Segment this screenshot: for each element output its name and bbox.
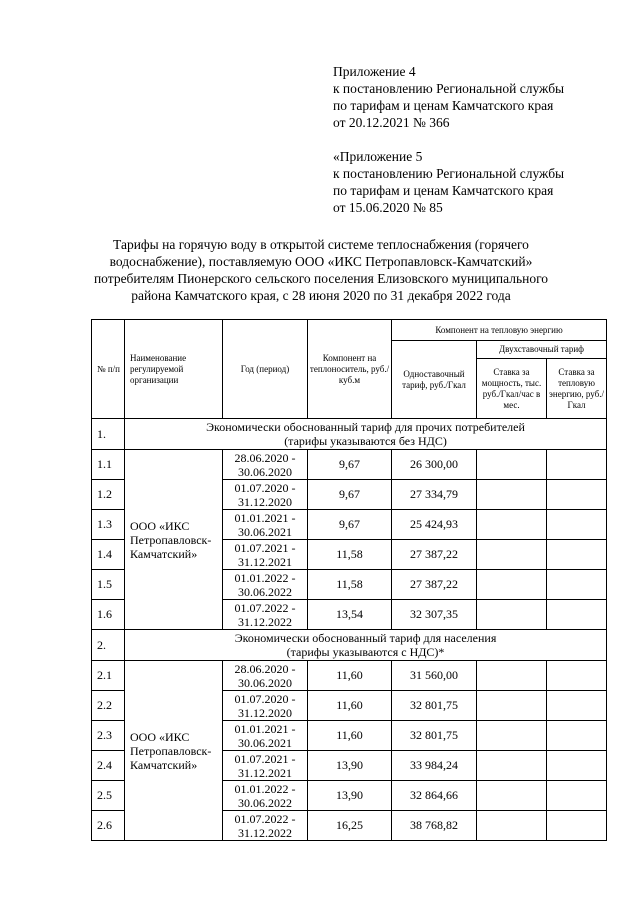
one-rate-value: 32 801,75 — [392, 691, 477, 721]
carrier-value: 11,60 — [308, 721, 392, 751]
energy-rate-value — [547, 691, 607, 721]
energy-rate-value — [547, 540, 607, 570]
energy-rate-value — [547, 480, 607, 510]
energy-rate-value — [547, 661, 607, 691]
header-row — [92, 320, 607, 341]
period-end: 31.12.2022 — [238, 825, 292, 840]
period-start: 01.01.2021 - — [234, 510, 296, 525]
period-start: 01.07.2022 - — [234, 811, 296, 826]
row-num: 2.3 — [92, 721, 125, 751]
header-two-rate: Двухставочный тариф — [477, 341, 607, 359]
power-rate-value — [477, 661, 547, 691]
period-cell — [223, 691, 308, 721]
header-energy-rate: Ставка за тепловую энергию, руб./Гкал — [547, 359, 607, 419]
period-cell — [223, 540, 308, 570]
period-start: 01.07.2022 - — [234, 600, 296, 615]
row-num: 2.2 — [92, 691, 125, 721]
energy-rate-value — [547, 570, 607, 600]
power-rate-value — [477, 570, 547, 600]
carrier-value: 13,90 — [308, 751, 392, 781]
energy-rate-value — [547, 510, 607, 540]
period-cell — [223, 450, 308, 480]
period-end: 31.12.2021 — [238, 554, 292, 569]
period-cell — [223, 721, 308, 751]
row-num: 2.4 — [92, 751, 125, 781]
section-title — [125, 630, 607, 661]
one-rate-value: 33 984,24 — [392, 751, 477, 781]
carrier-value: 13,90 — [308, 781, 392, 811]
period-start: 28.06.2020 - — [234, 661, 296, 676]
appendix-4-header — [333, 63, 564, 131]
section-title — [125, 419, 607, 450]
one-rate-value: 32 864,66 — [392, 781, 477, 811]
energy-rate-value — [547, 751, 607, 781]
carrier-value: 9,67 — [308, 480, 392, 510]
header-org: Наименование регулируемой организации — [125, 320, 223, 419]
section-title-line: (тарифы указываются без НДС) — [284, 434, 447, 448]
header-line: «Приложение 5 — [333, 149, 423, 164]
carrier-value: 9,67 — [308, 450, 392, 480]
header-one-rate: Одноставочный тариф, руб./Гкал — [392, 341, 477, 419]
period-end: 30.06.2021 — [238, 524, 292, 539]
power-rate-value — [477, 781, 547, 811]
title-line: района Камчатского края, с 28 июня 2020 по 31 декабря 2022 года — [131, 288, 511, 303]
header-line: от 20.12.2021 № 366 — [333, 115, 450, 130]
row-num: 1.5 — [92, 570, 125, 600]
section-title-line: Экономически обоснованный тариф для населения — [234, 631, 497, 645]
header-line: Приложение 4 — [333, 64, 416, 79]
title-line: потребителям Пионерского сельского поселения Елизовского муниципального — [93, 271, 549, 286]
header-period: Год (период) — [223, 320, 308, 419]
period-cell — [223, 600, 308, 630]
title-line: Тарифы на горячую воду в открытой системе теплоснабжения (горячего — [113, 237, 529, 252]
section-row — [92, 419, 607, 450]
period-start: 01.07.2021 - — [234, 751, 296, 766]
energy-rate-value — [547, 600, 607, 630]
one-rate-value: 27 387,22 — [392, 540, 477, 570]
power-rate-value — [477, 811, 547, 841]
one-rate-value: 32 307,35 — [392, 600, 477, 630]
header-line: от 15.06.2020 № 85 — [333, 200, 443, 215]
header-line: к постановлению Региональной службы — [333, 81, 565, 96]
one-rate-value: 27 387,22 — [392, 570, 477, 600]
energy-rate-value — [547, 811, 607, 841]
header-energy-group: Компонент на тепловую энергию — [392, 320, 607, 341]
period-start: 01.07.2021 - — [234, 540, 296, 555]
period-start: 01.01.2022 - — [234, 781, 296, 796]
carrier-value: 9,67 — [308, 510, 392, 540]
power-rate-value — [477, 721, 547, 751]
period-cell — [223, 781, 308, 811]
tariff-table — [91, 319, 607, 841]
energy-rate-value — [547, 721, 607, 751]
header-line: по тарифам и ценам Камчатского края — [333, 98, 554, 113]
row-num: 2.6 — [92, 811, 125, 841]
carrier-value: 11,58 — [308, 570, 392, 600]
carrier-value: 11,58 — [308, 540, 392, 570]
header-carrier: Компонент на теплоноситель, руб./куб.м — [308, 320, 392, 419]
document-title — [60, 236, 582, 304]
period-end: 31.12.2021 — [238, 765, 292, 780]
energy-rate-value — [547, 781, 607, 811]
row-num: 1.6 — [92, 600, 125, 630]
header-line: по тарифам и ценам Камчатского края — [333, 183, 554, 198]
carrier-value: 11,60 — [308, 691, 392, 721]
section-title-line: (тарифы указываются с НДС)* — [286, 645, 445, 659]
one-rate-value: 25 424,93 — [392, 510, 477, 540]
header-num: № п/п — [92, 320, 125, 419]
power-rate-value — [477, 600, 547, 630]
section-row — [92, 630, 607, 661]
organization-name: ООО «ИКС Петропавловск-Камчатский» — [125, 450, 223, 630]
header-line: к постановлению Региональной службы — [333, 166, 565, 181]
section-title-line: Экономически обоснованный тариф для прочих потребителей — [206, 420, 525, 434]
row-num: 1.4 — [92, 540, 125, 570]
one-rate-value: 31 560,00 — [392, 661, 477, 691]
period-end: 30.06.2020 — [238, 464, 292, 479]
period-cell — [223, 751, 308, 781]
power-rate-value — [477, 510, 547, 540]
row-num: 2.1 — [92, 661, 125, 691]
period-start: 01.01.2022 - — [234, 570, 296, 585]
one-rate-value: 27 334,79 — [392, 480, 477, 510]
period-cell — [223, 570, 308, 600]
table-row — [92, 450, 607, 480]
title-line: водоснабжение), поставляемую ООО «ИКС Петропавловск-Камчатский» — [109, 254, 533, 269]
carrier-value: 11,60 — [308, 661, 392, 691]
period-start: 28.06.2020 - — [234, 450, 296, 465]
period-end: 31.12.2022 — [238, 614, 292, 629]
row-num: 1.2 — [92, 480, 125, 510]
row-num: 1.3 — [92, 510, 125, 540]
period-end: 30.06.2021 — [238, 735, 292, 750]
period-end: 30.06.2022 — [238, 795, 292, 810]
one-rate-value: 38 768,82 — [392, 811, 477, 841]
period-cell — [223, 661, 308, 691]
carrier-value: 16,25 — [308, 811, 392, 841]
period-start: 01.07.2020 - — [234, 691, 296, 706]
period-start: 01.07.2020 - — [234, 480, 296, 495]
period-end: 31.12.2020 — [238, 494, 292, 509]
power-rate-value — [477, 480, 547, 510]
period-end: 30.06.2020 — [238, 675, 292, 690]
power-rate-value — [477, 450, 547, 480]
organization-name: ООО «ИКС Петропавловск-Камчатский» — [125, 661, 223, 841]
period-start: 01.01.2021 - — [234, 721, 296, 736]
period-cell — [223, 811, 308, 841]
energy-rate-value — [547, 450, 607, 480]
power-rate-value — [477, 751, 547, 781]
period-cell — [223, 510, 308, 540]
appendix-5-header — [333, 148, 564, 216]
row-num: 2.5 — [92, 781, 125, 811]
row-num: 1.1 — [92, 450, 125, 480]
period-end: 31.12.2020 — [238, 705, 292, 720]
one-rate-value: 26 300,00 — [392, 450, 477, 480]
section-num: 2. — [92, 630, 125, 661]
section-num: 1. — [92, 419, 125, 450]
header-power-rate: Ставка за мощность, тыс. руб./Гкал/час в мес. — [477, 359, 547, 419]
carrier-value: 13,54 — [308, 600, 392, 630]
power-rate-value — [477, 691, 547, 721]
one-rate-value: 32 801,75 — [392, 721, 477, 751]
period-cell — [223, 480, 308, 510]
period-end: 30.06.2022 — [238, 584, 292, 599]
table-row — [92, 661, 607, 691]
power-rate-value — [477, 540, 547, 570]
